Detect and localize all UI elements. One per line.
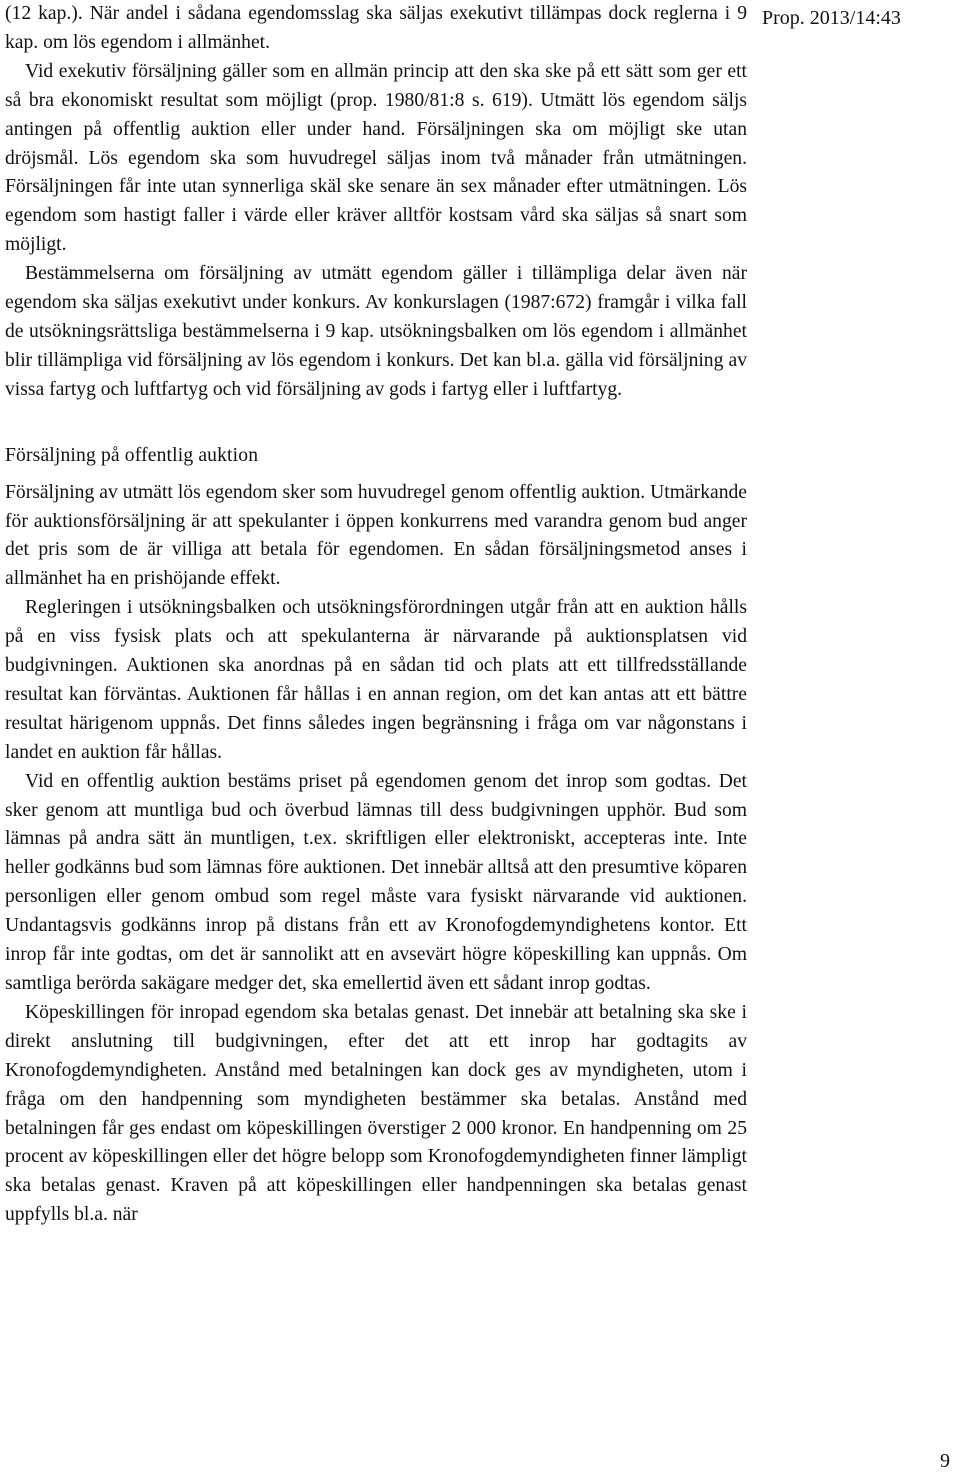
- intro-paragraph-1: (12 kap.). När andel i sådana egendomsslag ska säljas exekutivt tillämpas dock reglerna i 9 kap. om lös egendom i allmänhet.: [5, 3, 747, 53]
- intro-paragraph-3: Bestämmelserna om försäljning av utmätt egendom gäller i tillämpliga delar även när egendom ska säljas exekutivt under konkurs. Av konkurslagen (1987:672) framgår i vilka fall de utsökningsrättsliga bestämmelserna i 9 kap. utsökningsbalken om lös egendom i allmänhet blir tillämpliga vid försäljning av lös egendom i konkurs. Det kan bl.a. gälla vid försäljning av vissa fartyg och luftfartyg och vid försäljning av gods i fartyg eller i luftfartyg.: [5, 263, 747, 400]
- section-paragraph-3: Vid en offentlig auktion bestäms priset på egendomen genom det inrop som godtas. Det sker genom att muntliga bud och överbud lämnas till dess budgivningen upphör. Bud som lämnas på andra sätt än muntligen, t.ex. skriftligen eller elektroniskt, accepteras inte. Inte heller godkänns bud som lämnas före auktionen. Det innebär alltså att den presumtive köparen personligen eller genom ombud som regel måste vara fysiskt närvarande vid auktionen. Undantagsvis godkänns inrop på distans från ett av Kronofogdemyndighetens kontor. Ett inrop får inte godtas, om det är sannolikt att en avsevärt högre köpeskilling kan uppnås. Om samtliga berörda sakägare medger det, ska emellertid även ett sådant inrop godtas.: [5, 770, 747, 994]
- intro-paragraph-2: Vid exekutiv försäljning gäller som en allmän princip att den ska ske på ett sätt som ger ett så bra ekonomiskt resultat som möjligt (prop. 1980/81:8 s. 619). Utmätt lös egendom säljs antingen på offentlig auktion eller under hand. Försäljningen ska om möjligt ske utan dröjsmål. Lös egendom ska som huvudregel säljas inom två månader från utmätningen. Försäljningen får inte utan synnerliga skäl ske senare än sex månader efter utmätningen. Lös egendom som hastigt faller i värde eller kräver alltför kostsam vård ska säljas så snart som möjligt.: [5, 60, 747, 256]
- section-paragraph-1: Försäljning av utmätt lös egendom sker som huvudregel genom offentlig auktion. Utmärkande för auktionsförsäljning är att spekulanter i öppen konkurrens med varandra genom bud anger det pris som de är villiga att betala för egendomen. En sådan försäljningsmetod anses i allmänhet ha en prishöjande effekt.: [5, 481, 747, 590]
- document-body: [5, 0, 747, 1230]
- proposition-reference: Prop. 2013/14:43: [762, 7, 901, 29]
- section-paragraph-4: Köpeskillingen för inropad egendom ska betalas genast. Det innebär att betalning ska ske i direkt anslutning till budgivningen, efter det att ett inrop har godtagits av Kronofogdemyndigheten. Anstånd med betalningen kan dock ges av myndigheten, utom i fråga om den handpenning som myndigheten bestämmer ska betalas. Anstånd med betalningen får ges endast om köpeskillingen överstiger 2 000 kronor. En handpenning om 25 procent av köpeskillingen eller det högre belopp som Kronofogdemyndigheten finner lämpligt ska betalas genast. Kraven på att köpeskillingen eller handpenningen ska betalas genast uppfylls bl.a. när: [5, 1001, 747, 1226]
- section-paragraph-2: Regleringen i utsökningsbalken och utsökningsförordningen utgår från att en auktion hålls på en viss fysisk plats och att spekulanterna är närvarande på auktionsplatsen vid budgivningen. Auktionen ska anordnas på en sådan tid och plats att ett tillfredsställande resultat kan förväntas. Auktionen får hållas i en annan region, om det kan antas att ett bättre resultat härigenom uppnås. Det finns således ingen begränsning i fråga om var någonstans i landet en auktion får hållas.: [5, 597, 747, 763]
- section-heading: Försäljning på offentlig auktion: [5, 444, 259, 466]
- page-number: 9: [940, 1450, 950, 1472]
